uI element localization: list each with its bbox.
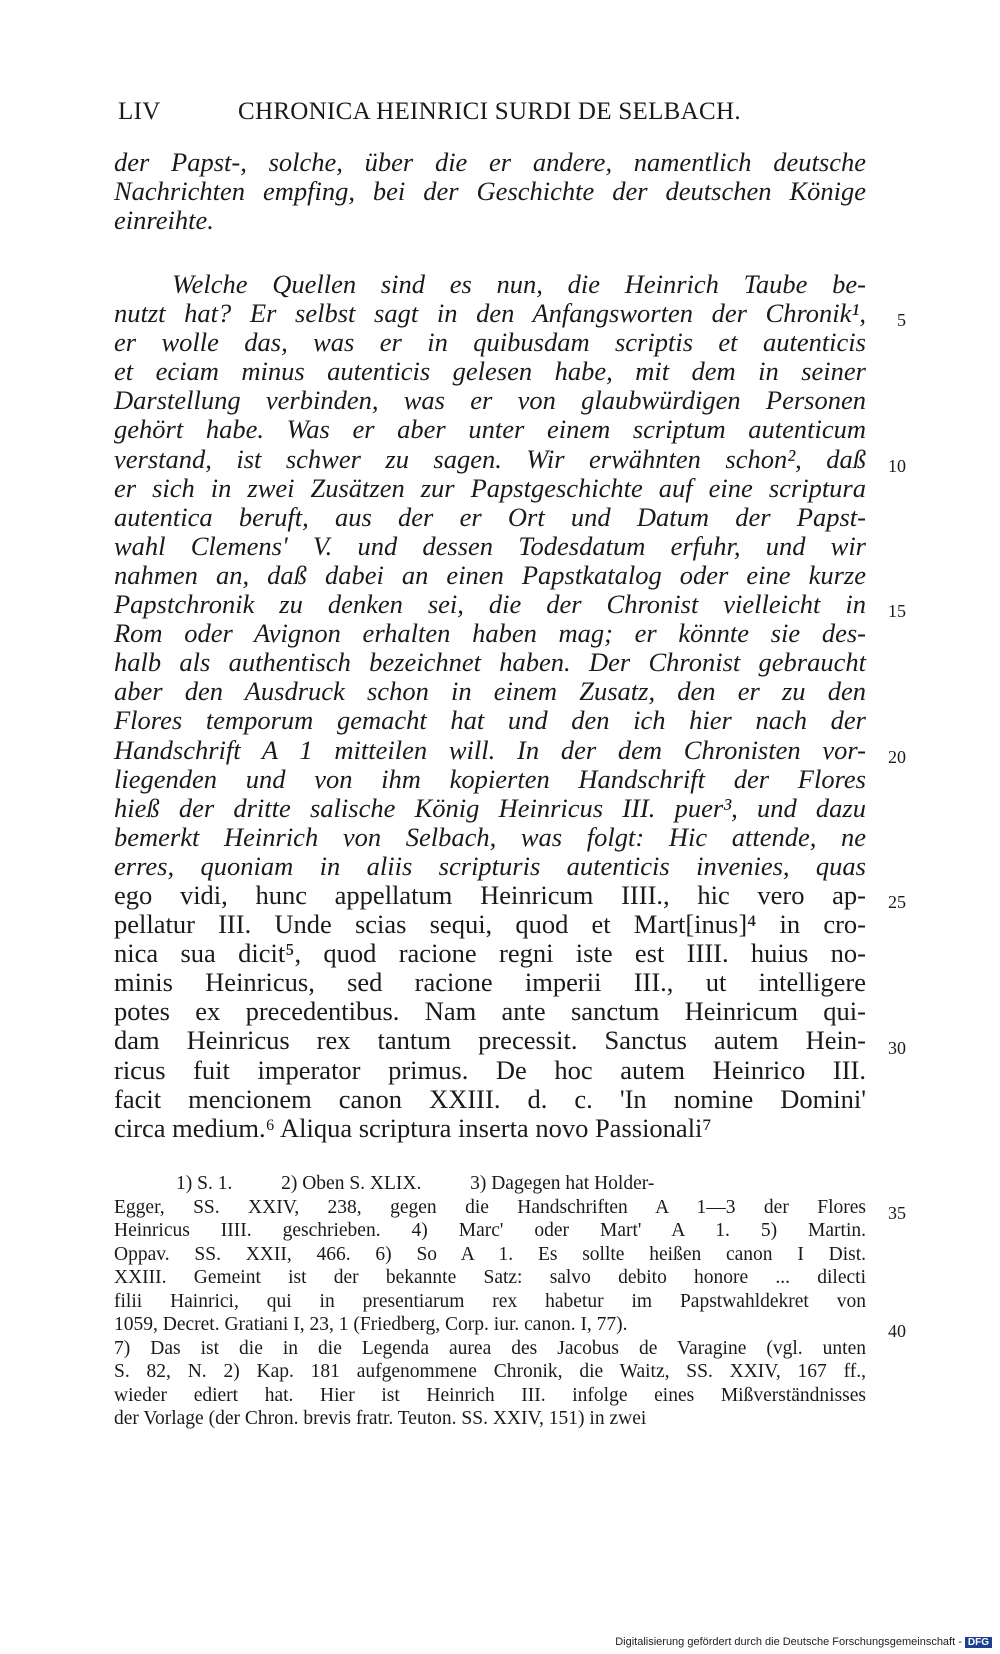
text-line: liegenden und von ihm kopierten Handschrift der Flores — [114, 763, 866, 794]
text-line: wahl Clemens' V. und dessen Todesdatum erfuhr, und wir — [114, 530, 866, 561]
text-line: Darstellung verbinden, was er von glaubwürdigen Personen — [114, 385, 866, 416]
line-number: 30 — [888, 1038, 906, 1058]
text-line: halb als authentisch bezeichnet haben. Der Chronist gebraucht — [114, 647, 866, 678]
credit-text: Digitalisierung gefördert durch die Deutsche Forschungsgemeinschaft - — [615, 1636, 962, 1648]
line-number: 20 — [888, 747, 906, 767]
text-line: autentica beruft, aus der er Ort und Datum der Papst- — [114, 501, 866, 532]
text-line: circa medium.⁶ Aliqua scriptura inserta novo Passionali⁷ — [114, 1112, 712, 1143]
line-number: 25 — [888, 892, 906, 912]
text-line: pellatur III. Unde scias sequi, quod et Mart[inus]⁴ in cro- — [114, 909, 866, 940]
text-line: er sich in zwei Zusätzen zur Papstgeschichte auf eine scriptura — [114, 472, 866, 503]
text-line: ego vidi, hunc appellatum Heinricum IIII., hic vero ap- — [114, 879, 866, 910]
footnote-line: Egger, SS. XXIV, 238, gegen die Handschriften A 1—3 der Flores — [114, 1196, 866, 1218]
line-number: 35 — [888, 1203, 906, 1223]
text-line: facit mencionem canon XXIII. d. c. 'In nomine Domini' — [114, 1083, 866, 1114]
running-header — [118, 98, 758, 126]
text-line: der Papst-, solche, über die er andere, namentlich deutsche — [114, 147, 866, 177]
text-line: einreihte. — [114, 205, 214, 236]
footnote-line: 1059, Decret. Gratiani I, 23, 1 (Friedberg, Corp. iur. canon. I, 77). — [114, 1314, 628, 1335]
footnote-line: Heinricus IIII. geschrieben. 4) Marc' oder Mart' A 1. 5) Martin. — [114, 1220, 866, 1241]
text-line: ricus fuit imperator primus. De hoc autem Heinrico III. — [114, 1054, 866, 1085]
text-line: dam Heinricus rex tantum precessit. Sanctus autem Hein- — [114, 1025, 866, 1056]
text-line: erres, quoniam in aliis scripturis autenticis invenies, quas — [114, 850, 866, 881]
text-line: gehört habe. Was er aber unter einem scriptum autenticum — [114, 414, 866, 445]
dfg-logo: DFG — [965, 1637, 992, 1648]
text-line: Welche Quellen sind es nun, die Heinrich Taube be- — [172, 269, 866, 299]
page-number: LIV — [118, 98, 161, 125]
footnote-line: 7) Das ist die in die Legenda aurea des Jacobus de Varagine (vgl. unten — [114, 1337, 866, 1359]
text-line: Rom oder Avignon erhalten haben mag; er könnte sie des- — [114, 618, 866, 649]
text-line: nica sua dicit⁵, quod racione regni iste est IIII. huius no- — [114, 938, 866, 969]
paragraph-2 — [114, 270, 866, 1143]
line-number: 10 — [888, 456, 906, 476]
paragraph-1 — [114, 148, 866, 235]
footnote-line: XXIII. Gemeint ist der bekannte Satz: salvo debito honore ... dilecti — [114, 1267, 866, 1288]
digitization-credit — [615, 1636, 992, 1648]
running-title: CHRONICA HEINRICI SURDI DE SELBACH. — [238, 98, 741, 125]
footnotes — [114, 1172, 866, 1431]
text-line: Nachrichten empfing, bei der Geschichte der deutschen Könige — [114, 176, 866, 207]
footnote-line: der Vorlage (der Chron. brevis fratr. Teuton. SS. XXIV, 151) in zwei — [114, 1408, 647, 1429]
text-line: Flores temporum gemacht hat und den ich hier nach der — [114, 705, 866, 736]
line-number: 40 — [888, 1321, 906, 1341]
text-line: nutzt hat? Er selbst sagt in den Anfangsworten der Chronik¹, — [114, 298, 866, 329]
text-line: aber den Ausdruck schon in einem Zusatz, den er zu den — [114, 676, 866, 707]
footnote-line: Oppav. SS. XXII, 466. 6) So A 1. Es sollte heißen canon I Dist. — [114, 1243, 866, 1265]
text-line: Papstchronik zu denken sei, die der Chronist vielleicht in — [114, 589, 866, 620]
footnote-line: 1) S. 1. 2) Oben S. XLIX. 3) Dagegen hat Holder- — [176, 1173, 655, 1194]
text-line: minis Heinricus, sed racione imperii III., ut intelligere — [114, 967, 866, 998]
text-line: hieß der dritte salische König Heinricus III. puer³, und dazu — [114, 792, 866, 823]
text-line: et eciam minus autenticis gelesen habe, mit dem in seiner — [114, 356, 866, 387]
text-line: er wolle das, was er in quibusdam scriptis et autenticis — [114, 327, 866, 358]
line-number: 5 — [897, 310, 906, 330]
text-line: Handschrift A 1 mitteilen will. In der dem Chronisten vor- — [114, 734, 866, 765]
text-line: potes ex precedentibus. Nam ante sanctum Heinricum qui- — [114, 996, 866, 1027]
text-line: nahmen an, daß dabei an einen Papstkatalog oder eine kurze — [114, 559, 866, 590]
footnote-line: S. 82, N. 2) Kap. 181 aufgenommene Chronik, die Waitz, SS. XXIV, 167 ff., — [114, 1361, 866, 1382]
footnote-line: filii Hainrici, qui in presentiarum rex habetur im Papstwahldekret von — [114, 1290, 866, 1312]
text-line: bemerkt Heinrich von Selbach, was folgt: Hic attende, ne — [114, 821, 866, 852]
footnote-line: wieder ediert hat. Hier ist Heinrich III. infolge eines Mißverständnisses — [114, 1384, 866, 1406]
text-line: verstand, ist schwer zu sagen. Wir erwähnten schon², daß — [114, 443, 866, 474]
line-number: 15 — [888, 601, 906, 621]
